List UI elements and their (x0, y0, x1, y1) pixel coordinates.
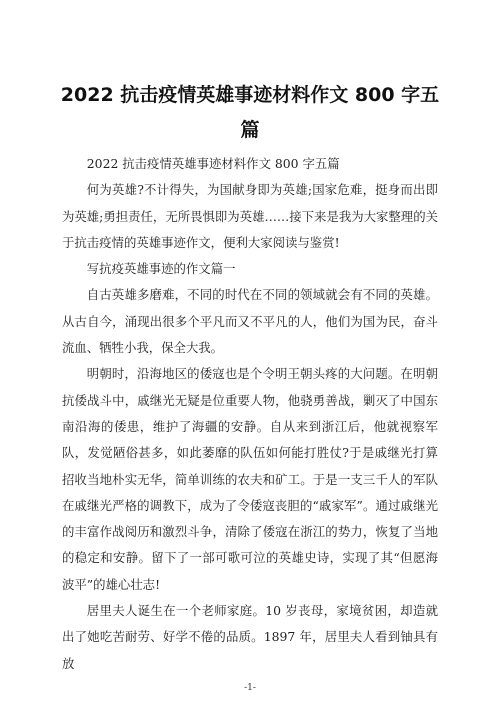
page-number: -1- (244, 683, 256, 693)
body-paragraph: 2022 抗击疫情英雄事迹材料作文 800 字五篇 (86, 156, 340, 171)
body-paragraph: 居里夫人诞生在一个老师家庭。10 岁丧母，家境贫困，却造就出了她吃苦耐劳、好学不倦的品质。1897 年，居里夫人看到铀具有放 (62, 603, 438, 671)
body-paragraph: 明朝时，沿海地区的倭寇也是个令明王朝头疼的大问题。在明朝抗倭战斗中，戚继光无疑是位重要人物，他骁勇善战，剿灭了中国东南沿海的倭患，维护了海疆的安静。自从来到浙江后，他就视察军队，发觉陋俗甚多，如此萎靡的队伍如何能打胜仗?于是戚继光打算招收当地朴实无华，简单训练的农夫和矿工。于是一支三千人的军队在戚继光严格的调教下，成为了令倭寇丧胆的“戚家军”。通过戚继光的丰富作战阅历和激烈斗争，清除了倭寇在浙江的势力，恢复了当地的稳定和安静。留下了一部可歌可泣的英雄史诗，实现了其“但愿海波平”的雄心壮志! (62, 366, 438, 592)
body-paragraph: 自古英雄多磨难，不同的时代在不同的领域就会有不同的英雄。从古自今，涌现出很多个平凡而又不平凡的人，他们为国为民，奋斗流血、牺牲小我，保全大我。 (62, 287, 438, 356)
body-paragraph: 何为英雄?不计得失，为国献身即为英雄;国家危难，挺身而出即为英雄;勇担责任，无所畏惧即为英雄……接下来是我为大家整理的关于抗击疫情的英雄事迹作文，便利大家阅读与鉴赏! (62, 182, 438, 250)
document-body (62, 151, 438, 677)
document-title: 2022 抗击疫情英雄事迹材料作文 800 字五篇 (60, 84, 440, 141)
section-heading: 写抗疫英雄事迹的作文篇一 (86, 261, 236, 277)
